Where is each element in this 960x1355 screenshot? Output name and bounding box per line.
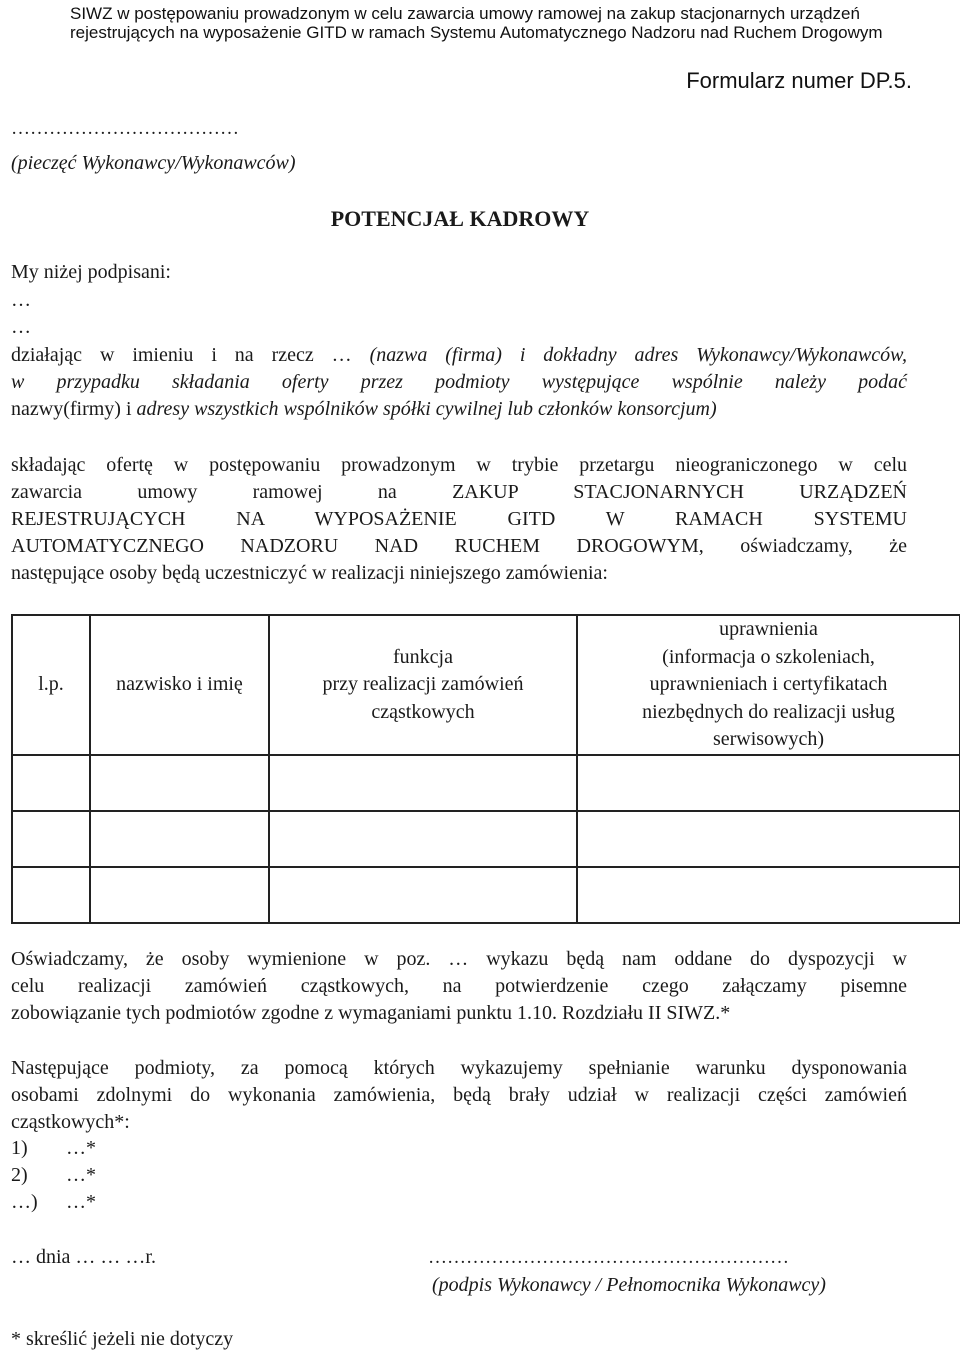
entities-line-1: Następujące podmioty, za pomocą których wykazujemy spełnianie warunku dysponowania (11, 1057, 907, 1079)
list-item-num: 2) (11, 1164, 28, 1186)
staff-table (11, 614, 960, 924)
table-cell[interactable] (12, 811, 90, 867)
footnote: * skreślić jeżeli nie dotyczy (11, 1328, 234, 1350)
signers-blank-2: … (11, 316, 31, 338)
table-cell[interactable] (12, 867, 90, 923)
header-function: funkcja przy realizacji zamówień cząstkowych (269, 615, 577, 755)
signers-label: My niżej podpisani: (11, 261, 171, 283)
entities-line-3: cząstkowych*: (11, 1111, 130, 1133)
header-lp: l.p. (12, 615, 90, 755)
header-rights: uprawnienia (informacja o szkoleniach, uprawnieniach i certyfikatach niezbędnych do realizacji usług serwisowych) (577, 615, 960, 755)
table-row (12, 755, 960, 811)
form-number: Formularz numer DP.5. (686, 68, 912, 93)
header-name: nazwisko i imię (90, 615, 269, 755)
stamp-dots: ……………………………… (11, 118, 239, 139)
table-cell[interactable] (90, 867, 269, 923)
offer-line-3: REJESTRUJĄCYCH NA WYPOSAŻENIE GITD W RAMACH SYSTEMU (11, 508, 907, 530)
offer-line-2: zawarcia umowy ramowej na ZAKUP STACJONARNYCH URZĄDZEŃ (11, 481, 907, 503)
table-cell[interactable] (577, 755, 960, 811)
table-row (12, 811, 960, 867)
offer-line-4: AUTOMATYCZNEGO NADZORU NAD RUCHEM DROGOWYM, oświadczamy, że (11, 535, 907, 557)
list-item: …* (66, 1137, 96, 1159)
declaration-line-2: celu realizacji zamówień cząstkowych, na potwierdzenie czego załączamy pisemne (11, 975, 907, 997)
signature-label: (podpis Wykonawcy / Pełnomocnika Wykonawcy) (432, 1274, 826, 1296)
page-title: POTENCJAŁ KADROWY (330, 206, 590, 231)
list-item: …* (66, 1191, 96, 1213)
declaration-line-1: Oświadczamy, że osoby wymienione w poz. … wykazu będą nam oddane do dyspozycji w (11, 948, 907, 970)
document-header-line-2: rejestrujących na wyposażenie GITD w ramach Systemu Automatycznego Nadzoru nad Ruchem Drogowym (70, 23, 883, 42)
acting-line-1: działając w imieniu i na rzecz … (nazwa (firma) i dokładny adres Wykonawcy/Wykonawców, (11, 344, 908, 366)
table-header-row (12, 615, 960, 755)
table-cell[interactable] (577, 867, 960, 923)
date-line: … dnia … … …r. (11, 1246, 156, 1268)
table-row (12, 867, 960, 923)
acting-line-3: nazwy(firmy) i adresy wszystkich wspólników spółki cywilnej lub członków konsorcjum) (11, 398, 717, 420)
table-cell[interactable] (269, 755, 577, 811)
table-cell[interactable] (269, 811, 577, 867)
stamp-label: (pieczęć Wykonawcy/Wykonawców) (11, 152, 296, 174)
signers-blank-1: … (11, 289, 31, 311)
list-item-num: …) (11, 1191, 38, 1213)
list-item: …* (66, 1164, 96, 1186)
table-cell[interactable] (90, 755, 269, 811)
entities-paragraph (11, 1055, 907, 1136)
offer-line-1: składając ofertę w postępowaniu prowadzonym w trybie przetargu nieograniczonego w celu (11, 454, 907, 476)
acting-paragraph (11, 342, 907, 423)
acting-line-2: w przypadku składania oferty przez podmioty występujące wspólnie należy podać (11, 371, 907, 393)
list-item-num: 1) (11, 1137, 28, 1159)
table-cell[interactable] (12, 755, 90, 811)
table-cell[interactable] (90, 811, 269, 867)
table-cell[interactable] (577, 811, 960, 867)
offer-line-5: następujące osoby będą uczestniczyć w realizacji niniejszego zamówienia: (11, 562, 608, 584)
signature-dots: ………………………………………………… (428, 1247, 789, 1268)
entities-line-2: osobami zdolnymi do wykonania zamówienia, będą brały udział w realizacji części zamówień (11, 1084, 907, 1106)
declaration-line-3: zobowiązanie tych podmiotów zgodne z wymaganiami punktu 1.10. Rozdziału II SIWZ.* (11, 1002, 731, 1024)
declaration-paragraph (11, 946, 907, 1027)
table-cell[interactable] (269, 867, 577, 923)
document-header-line-1: SIWZ w postępowaniu prowadzonym w celu zawarcia umowy ramowej na zakup stacjonarnych urządzeń (70, 4, 860, 23)
offer-paragraph (11, 452, 907, 587)
